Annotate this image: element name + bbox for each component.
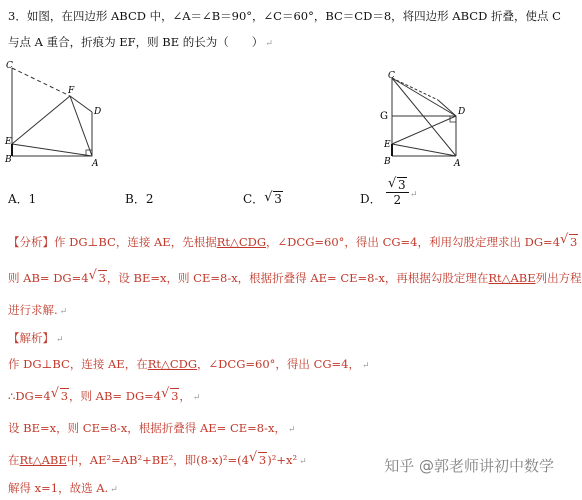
sqrt-expression: √ 3 (264, 190, 282, 206)
option-d-fraction: √ 3 2 (386, 178, 409, 207)
analysis-line-2: 则 AB= DG=4 √ 3，设 BE=x，则 CE=8-x，根据折叠得 AE= CE=8-x，再根据勾股定理在Rt△ABE列出方程 (8, 268, 582, 285)
fig1-label-b: B (5, 155, 12, 165)
solution-line-1: 作 DG⊥BC，连接 AE，在Rt△CDG，∠DCG=60°，得出 CG=4， ↵ (8, 357, 370, 371)
option-b: B．2 (125, 192, 154, 206)
fig2-label-b: B (384, 157, 391, 167)
fig1-label-c: C (6, 61, 13, 71)
paragraph-mark-icon: ↵ (56, 335, 64, 345)
question-line-1: 3．如图，在四边形 ABCD 中，∠A＝∠B＝90°，∠C＝60°，BC＝CD＝8，将四边形 ABCD 折叠，使点 C (8, 9, 561, 23)
fig1-label-f: F (68, 86, 75, 96)
analysis-line-3: 进行求解. ↵ (8, 303, 68, 317)
paragraph-mark-icon: ↵ (299, 457, 307, 467)
paragraph-mark-icon: ↵ (110, 485, 118, 495)
paragraph-mark-icon: ↵ (287, 425, 296, 435)
watermark: 知乎 @郭老师讲初中数学 (384, 457, 554, 475)
fig2-edge-cd (392, 78, 456, 116)
option-d: D． (360, 192, 382, 206)
fig1-edge-cf-dashed (12, 68, 70, 96)
paragraph-mark-icon: ↵ (362, 361, 370, 371)
fig1-label-e: E (5, 137, 12, 147)
fig2-edge-c-top (392, 78, 438, 100)
paragraph-mark-icon: ↵ (265, 39, 273, 49)
fig2-label-a: A (454, 159, 461, 169)
fig1-edge-ea (12, 144, 92, 156)
solution-label: 【解析】 ↵ (8, 331, 64, 345)
solution-line-5: 解得 x=1，故选 A. ↵ (8, 481, 118, 495)
question-line-2: 与点 A 重合，折痕为 EF，则 BE 的长为（ ） ↵ (8, 35, 273, 49)
fig1-label-d: D (94, 107, 102, 117)
paragraph-mark-icon: ↵ (59, 307, 68, 317)
fig1-edge-fa (70, 96, 92, 156)
option-a: A．1 (8, 192, 37, 206)
figure-1 (4, 58, 114, 168)
fig1-edge-ef (12, 96, 70, 144)
option-c: C． √ 3 (243, 190, 282, 206)
fig2-label-e: E (384, 140, 391, 150)
solution-line-2: ∴DG=4 √ 3，则 AB= DG=4 √ 3， ↵ (8, 386, 201, 403)
fig2-edge-ea (392, 144, 456, 156)
figure-2 (378, 70, 478, 170)
fig2-edge-ed (392, 116, 456, 144)
paragraph-mark-icon: ↵ (192, 393, 201, 403)
fig2-edge-top-d (438, 100, 456, 116)
analysis-line-1: 【分析】作 DG⊥BC，连接 AE，先根据Rt△CDG，∠DCG=60°，得出 CG=4，利用勾股定理求出 DG=4 √ 3 (8, 232, 578, 249)
fig2-edge-ca (392, 78, 456, 156)
solution-line-3: 设 BE=x，则 CE=8-x，根据折叠得 AE= CE=8-x， ↵ (8, 421, 296, 435)
paragraph-mark-icon: ↵ (410, 190, 418, 200)
fig2-label-d: D (458, 107, 466, 117)
fig2-label-g: G (380, 111, 388, 122)
solution-line-4: 在Rt△ABE中，AE²=AB²+BE²，即(8-x)²=(4 √ 3)²+x² ↵ (8, 450, 307, 467)
analysis-label: 【分析】 (8, 235, 54, 249)
fig1-label-a: A (92, 159, 99, 169)
fig2-label-c: C (388, 71, 395, 81)
